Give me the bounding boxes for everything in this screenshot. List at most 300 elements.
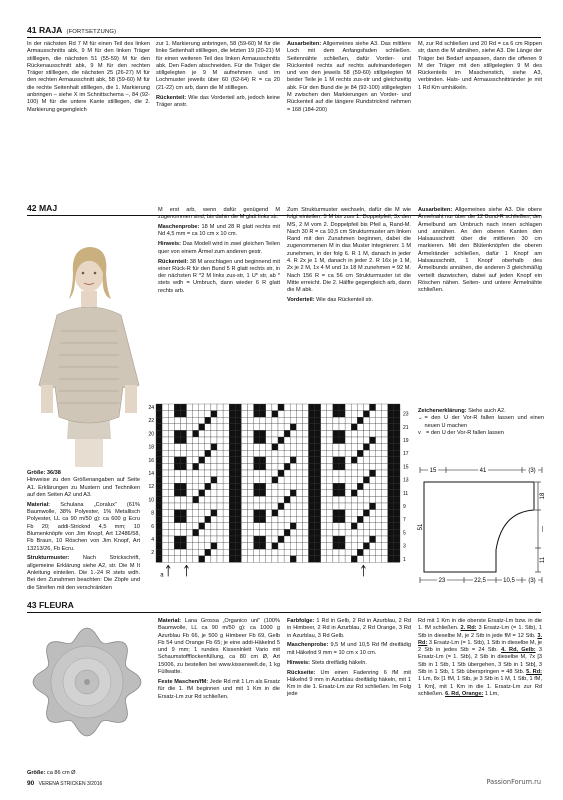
chart-cell <box>351 516 357 523</box>
chart-cell <box>235 450 241 457</box>
chart-cell <box>156 549 162 556</box>
chart-cell <box>321 523 327 530</box>
chart-cell <box>309 503 315 510</box>
chart-cell <box>309 496 315 503</box>
chart-cell <box>351 536 357 543</box>
chart-cell <box>321 529 327 536</box>
chart-cell <box>248 503 254 510</box>
chart-cell <box>351 430 357 437</box>
chart-row-label-left: 18 <box>148 444 154 451</box>
chart-cell <box>174 470 180 477</box>
chart-cell <box>174 444 180 451</box>
chart-cell <box>278 470 284 477</box>
chart-cell <box>217 437 223 444</box>
chart-cell <box>388 483 394 490</box>
chart-cell <box>363 424 369 431</box>
chart-cell <box>266 470 272 477</box>
chart-cell <box>388 523 394 530</box>
chart-cell <box>248 543 254 550</box>
chart-cell <box>290 450 296 457</box>
chart-cell <box>382 490 388 497</box>
chart-cell <box>363 470 369 477</box>
chart-cell <box>272 529 278 536</box>
chart-cell <box>357 404 363 411</box>
chart-cell <box>223 490 229 497</box>
chart-cell <box>162 437 168 444</box>
chart-cell <box>193 477 199 484</box>
chart-cell <box>321 457 327 464</box>
chart-cell <box>248 417 254 424</box>
chart-cell <box>388 470 394 477</box>
maj-size: Größe: 36/38 Hinweise zu den Größenangaben auf Seite A1. Erklärungen zu Mustern und Techniken auf den Seiten A2 und A3. <box>27 470 140 498</box>
chart-row-label-right: 23 <box>403 411 409 418</box>
chart-cell <box>363 549 369 556</box>
chart-cell <box>290 556 296 563</box>
chart-cell <box>205 477 211 484</box>
chart-cell <box>394 549 400 556</box>
chart-cell <box>254 430 260 437</box>
chart-cell <box>284 470 290 477</box>
chart-cell <box>388 490 394 497</box>
chart-cell <box>187 430 193 437</box>
chart-cell <box>223 503 229 510</box>
chart-cell <box>168 463 174 470</box>
chart-cell <box>223 496 229 503</box>
chart-cell <box>162 457 168 464</box>
chart-cell <box>168 444 174 451</box>
chart-cell <box>327 543 333 550</box>
chart-cell <box>394 437 400 444</box>
chart-cell <box>156 450 162 457</box>
chart-cell <box>254 437 260 444</box>
chart-cell <box>199 437 205 444</box>
chart-cell <box>272 536 278 543</box>
chart-cell <box>235 496 241 503</box>
chart-cell <box>351 450 357 457</box>
chart-cell <box>248 404 254 411</box>
chart-cell <box>382 437 388 444</box>
chart-cell <box>229 549 235 556</box>
chart-cell <box>321 411 327 418</box>
chart-cell <box>168 523 174 530</box>
chart-cell <box>302 556 308 563</box>
chart-cell <box>327 450 333 457</box>
chart-cell <box>266 437 272 444</box>
chart-cell <box>321 463 327 470</box>
chart-cell <box>394 470 400 477</box>
chart-cell <box>315 463 321 470</box>
chart-cell <box>266 483 272 490</box>
chart-cell <box>296 549 302 556</box>
chart-cell <box>174 404 180 411</box>
chart-cell <box>260 457 266 464</box>
maj-col-4 <box>418 207 542 297</box>
fleura-col-4 <box>418 618 542 698</box>
chart-cell <box>168 483 174 490</box>
chart-cell <box>284 510 290 517</box>
fleura-hinweis: Hinweis: Stets dreifädig häkeln. <box>287 659 367 666</box>
chart-cell <box>205 490 211 497</box>
chart-cell <box>217 424 223 431</box>
chart-cell <box>315 523 321 530</box>
chart-cell <box>211 510 217 517</box>
chart-cell <box>388 556 394 563</box>
chart-cell <box>351 417 357 424</box>
chart-cell <box>211 463 217 470</box>
chart-cell <box>266 444 272 451</box>
chart-cell <box>174 496 180 503</box>
chart-cell <box>260 543 266 550</box>
chart-cell <box>168 417 174 424</box>
chart-cell <box>180 470 186 477</box>
maj-ruecken: Rückenteil: 38 M anschlagen und beginnend mit einer Rück-R für den Bund 5 R glatt rechts str, in der nächsten R *2 M links zus-str, 1 U* str, ab * stets wdh = Umbruch, dann wieder 6 R glatt rechts arb. <box>158 258 280 294</box>
chart-cell <box>284 437 290 444</box>
chart-cell <box>156 523 162 530</box>
chart-cell <box>370 523 376 530</box>
chart-cell <box>272 444 278 451</box>
chart-cell <box>199 444 205 451</box>
chart-cell <box>394 556 400 563</box>
chart-cell <box>394 417 400 424</box>
chart-cell <box>235 437 241 444</box>
chart-cell <box>235 529 241 536</box>
chart-cell <box>187 516 193 523</box>
chart-cell <box>345 543 351 550</box>
chart-cell <box>345 490 351 497</box>
raja-text-2: zur 1. Markierung anbringen, 58 (59-60) M für die linke Seitenhalt stilllegen, die letzten 19 (20-21) M für einen weiteren Teil des linken Armausschnitts abk. Den Faden abschneiden. Für die Träger die stillgelegten je 9 M aufnehmen und im Lochmuster jeweils über 60 (62-64) R = ca 20 (21-22) cm arb, dann die M stilllegen. <box>156 41 280 91</box>
chart-cell <box>217 450 223 457</box>
chart-cell <box>302 437 308 444</box>
chart-cell <box>345 503 351 510</box>
chart-cell <box>205 417 211 424</box>
chart-cell <box>296 523 302 530</box>
chart-cell <box>370 529 376 536</box>
chart-cell <box>235 536 241 543</box>
chart-cell <box>217 529 223 536</box>
chart-cell <box>205 450 211 457</box>
chart-cell <box>309 430 315 437</box>
chart-cell <box>193 536 199 543</box>
chart-cell <box>235 430 241 437</box>
chart-cell <box>168 470 174 477</box>
chart-cell <box>260 516 266 523</box>
chart-cell <box>162 510 168 517</box>
section-43-header <box>27 600 541 613</box>
chart-cell <box>290 516 296 523</box>
chart-cell <box>382 463 388 470</box>
chart-cell <box>321 516 327 523</box>
chart-cell <box>357 496 363 503</box>
section-subtitle: (FORTSETZUNG) <box>66 29 117 35</box>
chart-cell <box>260 549 266 556</box>
chart-cell <box>388 543 394 550</box>
chart-cell <box>394 404 400 411</box>
drop-yarnover-new-icon: ⌄ <box>418 415 423 422</box>
chart-cell <box>351 463 357 470</box>
chart-cell <box>376 483 382 490</box>
chart-row-label-right: 21 <box>403 424 409 431</box>
chart-cell <box>309 477 315 484</box>
chart-cell <box>156 516 162 523</box>
chart-cell <box>333 417 339 424</box>
chart-cell <box>351 510 357 517</box>
chart-cell <box>235 404 241 411</box>
chart-cell <box>339 424 345 431</box>
chart-legend <box>418 408 544 437</box>
chart-cell <box>333 457 339 464</box>
chart-cell <box>241 437 247 444</box>
chart-cell <box>187 529 193 536</box>
chart-cell <box>199 457 205 464</box>
chart-cell <box>339 411 345 418</box>
chart-cell <box>321 424 327 431</box>
fleura-col-2 <box>158 618 280 703</box>
chart-cell <box>284 463 290 470</box>
chart-cell <box>156 529 162 536</box>
chart-cell <box>370 404 376 411</box>
chart-cell <box>156 490 162 497</box>
chart-cell <box>266 510 272 517</box>
chart-cell <box>345 424 351 431</box>
chart-cell <box>168 450 174 457</box>
chart-cell <box>327 503 333 510</box>
chart-cell <box>223 437 229 444</box>
chart-cell <box>351 437 357 444</box>
chart-cell <box>223 417 229 424</box>
chart-cell <box>211 529 217 536</box>
chart-cell <box>168 411 174 418</box>
chart-cell <box>260 490 266 497</box>
chart-grid <box>156 404 400 562</box>
chart-cell <box>333 536 339 543</box>
chart-cell <box>235 483 241 490</box>
chart-cell <box>241 450 247 457</box>
chart-cell <box>229 417 235 424</box>
chart-cell <box>229 470 235 477</box>
chart-cell <box>187 496 193 503</box>
chart-cell <box>321 483 327 490</box>
chart-cell <box>284 424 290 431</box>
page-number: 90 <box>27 780 35 787</box>
chart-cell <box>235 477 241 484</box>
raja-col-3 <box>287 41 411 117</box>
chart-row-label-left: 10 <box>148 497 154 504</box>
chart-cell <box>223 470 229 477</box>
chart-cell <box>376 529 382 536</box>
chart-cell <box>205 536 211 543</box>
chart-cell <box>351 444 357 451</box>
chart-cell <box>370 510 376 517</box>
chart-cell <box>174 529 180 536</box>
chart-cell <box>235 516 241 523</box>
chart-cell <box>394 496 400 503</box>
chart-cell <box>357 529 363 536</box>
chart-cell <box>394 516 400 523</box>
chart-cell <box>168 430 174 437</box>
chart-cell <box>168 457 174 464</box>
chart-cell <box>272 496 278 503</box>
chart-cell <box>272 463 278 470</box>
chart-cell <box>205 543 211 550</box>
chart-cell <box>241 457 247 464</box>
chart-cell <box>315 516 321 523</box>
chart-cell <box>266 556 272 563</box>
chart-cell <box>187 543 193 550</box>
chart-row-label-left: 14 <box>148 471 154 477</box>
chart-cell <box>327 529 333 536</box>
chart-cell <box>309 523 315 530</box>
chart-cell <box>193 496 199 503</box>
chart-cell <box>174 463 180 470</box>
chart-cell <box>229 503 235 510</box>
chart-cell <box>315 477 321 484</box>
chart-cell <box>235 523 241 530</box>
chart-cell <box>309 483 315 490</box>
chart-cell <box>187 490 193 497</box>
chart-cell <box>376 404 382 411</box>
chart-cell <box>315 444 321 451</box>
chart-cell <box>382 450 388 457</box>
chart-cell <box>339 523 345 530</box>
chart-cell <box>205 556 211 563</box>
chart-cell <box>199 450 205 457</box>
chart-cell <box>211 490 217 497</box>
chart-cell <box>180 549 186 556</box>
chart-cell <box>266 477 272 484</box>
chart-cell <box>309 463 315 470</box>
chart-cell <box>302 483 308 490</box>
chart-cell <box>162 543 168 550</box>
chart-cell <box>370 556 376 563</box>
chart-cell <box>302 523 308 530</box>
chart-cell <box>333 450 339 457</box>
chart-cell <box>345 516 351 523</box>
chart-cell <box>284 417 290 424</box>
chart-cell <box>339 536 345 543</box>
chart-row-label-left: 2 <box>151 550 154 557</box>
chart-cell <box>309 543 315 550</box>
chart-cell <box>199 417 205 424</box>
chart-cell <box>345 510 351 517</box>
chart-cell <box>327 457 333 464</box>
chart-cell <box>229 430 235 437</box>
chart-cell <box>241 549 247 556</box>
chart-cell <box>193 556 199 563</box>
chart-cell <box>168 437 174 444</box>
page-footer <box>27 780 102 788</box>
chart-cell <box>357 457 363 464</box>
chart-cell <box>333 490 339 497</box>
chart-cell <box>199 556 205 563</box>
chart-cell <box>296 470 302 477</box>
chart-cell <box>278 536 284 543</box>
chart-cell <box>211 523 217 530</box>
chart-cell <box>382 430 388 437</box>
chart-cell <box>260 411 266 418</box>
chart-cell <box>205 516 211 523</box>
chart-cell <box>388 463 394 470</box>
chart-cell <box>174 430 180 437</box>
chart-cell <box>339 444 345 451</box>
chart-cell <box>284 490 290 497</box>
chart-cell <box>315 536 321 543</box>
chart-cell <box>223 549 229 556</box>
fleura-col-3 <box>287 618 411 701</box>
chart-cell <box>193 430 199 437</box>
chart-cell <box>211 549 217 556</box>
chart-arrow-label: a <box>160 572 164 579</box>
chart-cell <box>162 424 168 431</box>
chart-cell <box>321 430 327 437</box>
chart-cell <box>272 424 278 431</box>
chart-cell <box>321 477 327 484</box>
chart-cell <box>211 503 217 510</box>
chart-cell <box>187 536 193 543</box>
chart-cell <box>187 411 193 418</box>
chart-cell <box>235 411 241 418</box>
chart-cell <box>370 430 376 437</box>
chart-cell <box>284 496 290 503</box>
chart-cell <box>266 457 272 464</box>
chart-cell <box>321 556 327 563</box>
chart-cell <box>235 463 241 470</box>
chart-cell <box>254 510 260 517</box>
chart-cell <box>272 404 278 411</box>
chart-cell <box>363 496 369 503</box>
chart-cell <box>370 477 376 484</box>
chart-cell <box>370 490 376 497</box>
chart-cell <box>351 496 357 503</box>
chart-cell <box>180 424 186 431</box>
chart-cell <box>199 411 205 418</box>
chart-cell <box>180 404 186 411</box>
chart-cell <box>388 430 394 437</box>
chart-cell <box>248 463 254 470</box>
chart-cell <box>333 424 339 431</box>
chart-cell <box>382 536 388 543</box>
chart-cell <box>357 543 363 550</box>
chart-cell <box>345 404 351 411</box>
chart-cell <box>363 543 369 550</box>
chart-cell <box>260 444 266 451</box>
chart-cell <box>284 483 290 490</box>
chart-cell <box>168 556 174 563</box>
chart-cell <box>187 556 193 563</box>
chart-cell <box>345 457 351 464</box>
chart-cell <box>284 430 290 437</box>
chart-cell <box>333 404 339 411</box>
chart-cell <box>382 510 388 517</box>
chart-row-label-left: 4 <box>151 537 154 543</box>
chart-cell <box>272 549 278 556</box>
chart-cell <box>211 430 217 437</box>
chart-cell <box>223 450 229 457</box>
chart-cell <box>156 463 162 470</box>
chart-row-label-right: 15 <box>403 464 409 471</box>
chart-cell <box>290 417 296 424</box>
chart-cell <box>394 411 400 418</box>
maj-struct: Strukturmuster: Nach Strickschrift, allgemeine Erklärung siehe A2, str. Die M It Anleitung einteilen. Die 1.-24 R stets wdh. Bei den Zunahmen beachten: Die Zöpfe und die Streifen mit den verschränkten <box>27 555 140 591</box>
chart-cell <box>272 450 278 457</box>
chart-cell <box>180 503 186 510</box>
chart-cell <box>333 556 339 563</box>
chart-cell <box>241 483 247 490</box>
chart-cell <box>302 549 308 556</box>
chart-cell <box>248 457 254 464</box>
chart-cell <box>357 556 363 563</box>
chart-cell <box>333 510 339 517</box>
chart-cell <box>278 457 284 464</box>
